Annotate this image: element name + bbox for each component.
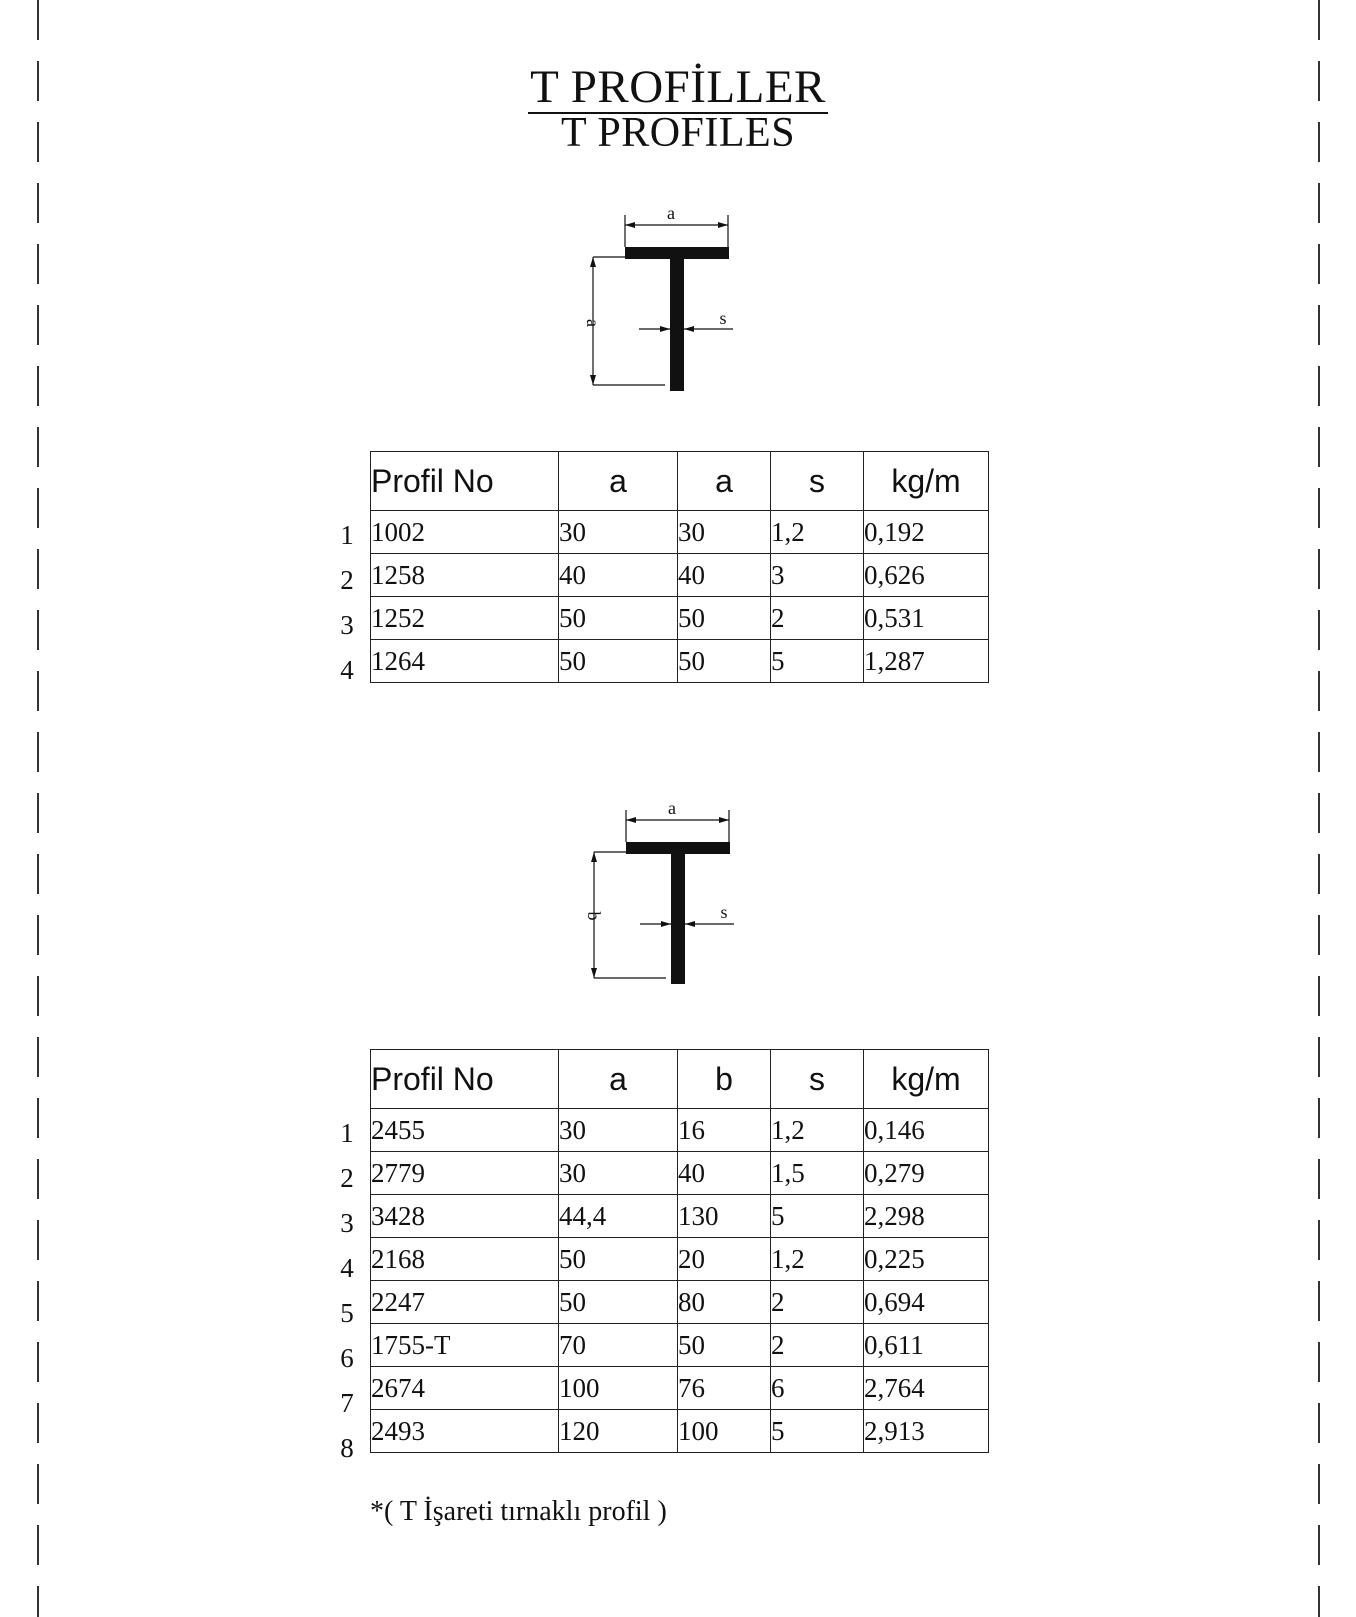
table-row: [371, 1281, 989, 1324]
cell-kg-m: 0,611: [864, 1324, 989, 1367]
cell-kg-m: 0,531: [864, 597, 989, 640]
t-profile-diagram-1: [565, 205, 740, 400]
cell-b: 100: [678, 1410, 771, 1453]
cell-a: 40: [559, 554, 678, 597]
diagram2-top-label: a: [668, 800, 676, 818]
diagram1-thickness-label: s: [719, 308, 727, 328]
cell-b: 80: [678, 1281, 771, 1324]
row-index: 4: [340, 1253, 354, 1283]
row-index: 2: [340, 1163, 354, 1193]
t-profiles-table-1: [370, 451, 989, 683]
cell-kg-m: 0,626: [864, 554, 989, 597]
cell-a: 50: [559, 640, 678, 683]
t-profiles-table-2: [370, 1049, 989, 1453]
table-header-row: [371, 1050, 989, 1109]
header-s: s: [771, 452, 864, 511]
cell-profil-no: 2247: [371, 1281, 559, 1324]
cell-s: 1,2: [771, 1109, 864, 1152]
table-header-row: [371, 452, 989, 511]
cell-a: 30: [559, 1109, 678, 1152]
table-row: [371, 640, 989, 683]
cell-a-second: 50: [678, 597, 771, 640]
cell-s: 5: [771, 640, 864, 683]
cell-kg-m: 0,146: [864, 1109, 989, 1152]
cell-b: 76: [678, 1367, 771, 1410]
cell-s: 3: [771, 554, 864, 597]
table-row: [371, 1367, 989, 1410]
cell-s: 1,2: [771, 511, 864, 554]
cell-profil-no: 3428: [371, 1195, 559, 1238]
cell-profil-no: 1002: [371, 511, 559, 554]
cell-s: 1,5: [771, 1152, 864, 1195]
table-row: [371, 1152, 989, 1195]
cell-profil-no: 1258: [371, 554, 559, 597]
cell-a: 50: [559, 1281, 678, 1324]
table-row: [371, 1410, 989, 1453]
cell-kg-m: 2,764: [864, 1367, 989, 1410]
row-index: 2: [340, 565, 354, 595]
table-row: [371, 554, 989, 597]
diagram1-side-label: a: [583, 319, 603, 327]
diagram2-thickness-label: s: [720, 902, 728, 922]
table-row: [371, 1109, 989, 1152]
cell-kg-m: 0,694: [864, 1281, 989, 1324]
cell-a: 50: [559, 1238, 678, 1281]
row-index: 4: [340, 655, 354, 685]
cell-profil-no: 1755-T: [371, 1324, 559, 1367]
cell-a: 30: [559, 1152, 678, 1195]
header-s: s: [771, 1050, 864, 1109]
header-kg-m: kg/m: [864, 452, 989, 511]
cell-b: 130: [678, 1195, 771, 1238]
cell-a: 30: [559, 511, 678, 554]
cell-kg-m: 2,298: [864, 1195, 989, 1238]
cell-s: 5: [771, 1195, 864, 1238]
row-index: 3: [340, 610, 354, 640]
page-title: T PROFİLLER: [530, 61, 826, 113]
header-kg-m: kg/m: [864, 1050, 989, 1109]
table-row: [371, 1195, 989, 1238]
cell-profil-no: 2455: [371, 1109, 559, 1152]
header-profil-no: Profil No: [371, 452, 559, 511]
t-profile-diagram-2: [566, 800, 741, 995]
cell-kg-m: 0,192: [864, 511, 989, 554]
cell-b: 16: [678, 1109, 771, 1152]
footnote: *( T İşareti tırnaklı profil ): [370, 1496, 667, 1527]
cell-s: 2: [771, 1281, 864, 1324]
cell-b: 50: [678, 1324, 771, 1367]
cell-s: 1,2: [771, 1238, 864, 1281]
cell-profil-no: 1264: [371, 640, 559, 683]
cell-kg-m: 2,913: [864, 1410, 989, 1453]
cell-b: 20: [678, 1238, 771, 1281]
header-b: b: [678, 1050, 771, 1109]
cell-a: 44,4: [559, 1195, 678, 1238]
row-index: 7: [340, 1388, 354, 1418]
title-block: [0, 62, 1356, 155]
cell-profil-no: 2493: [371, 1410, 559, 1453]
cell-b: 40: [678, 1152, 771, 1195]
cell-s: 2: [771, 597, 864, 640]
cell-a: 120: [559, 1410, 678, 1453]
row-index: 1: [340, 1118, 354, 1148]
cell-a: 50: [559, 597, 678, 640]
row-index: 6: [340, 1343, 354, 1373]
header-profil-no: Profil No: [371, 1050, 559, 1109]
row-index: 3: [340, 1208, 354, 1238]
cell-a: 100: [559, 1367, 678, 1410]
cell-profil-no: 2168: [371, 1238, 559, 1281]
header-a-second: a: [678, 452, 771, 511]
page-subtitle: T PROFILES: [560, 110, 796, 156]
cell-kg-m: 1,287: [864, 640, 989, 683]
table-row: [371, 511, 989, 554]
cell-profil-no: 2779: [371, 1152, 559, 1195]
cell-profil-no: 1252: [371, 597, 559, 640]
cell-kg-m: 0,279: [864, 1152, 989, 1195]
cell-kg-m: 0,225: [864, 1238, 989, 1281]
table-row: [371, 1324, 989, 1367]
table-row: [371, 1238, 989, 1281]
cell-s: 6: [771, 1367, 864, 1410]
right-edge-dashes: [1318, 0, 1320, 1617]
cell-profil-no: 2674: [371, 1367, 559, 1410]
cell-s: 2: [771, 1324, 864, 1367]
left-edge-dashes: [37, 0, 39, 1617]
row-index: 1: [340, 520, 354, 550]
row-index: 5: [340, 1298, 354, 1328]
diagram1-top-label: a: [667, 205, 675, 223]
diagram2-side-label: b: [584, 911, 604, 921]
table-row: [371, 597, 989, 640]
row-index: 8: [340, 1433, 354, 1463]
cell-a-second: 50: [678, 640, 771, 683]
cell-a-second: 40: [678, 554, 771, 597]
cell-a: 70: [559, 1324, 678, 1367]
cell-s: 5: [771, 1410, 864, 1453]
cell-a-second: 30: [678, 511, 771, 554]
header-a: a: [559, 452, 678, 511]
header-a: a: [559, 1050, 678, 1109]
